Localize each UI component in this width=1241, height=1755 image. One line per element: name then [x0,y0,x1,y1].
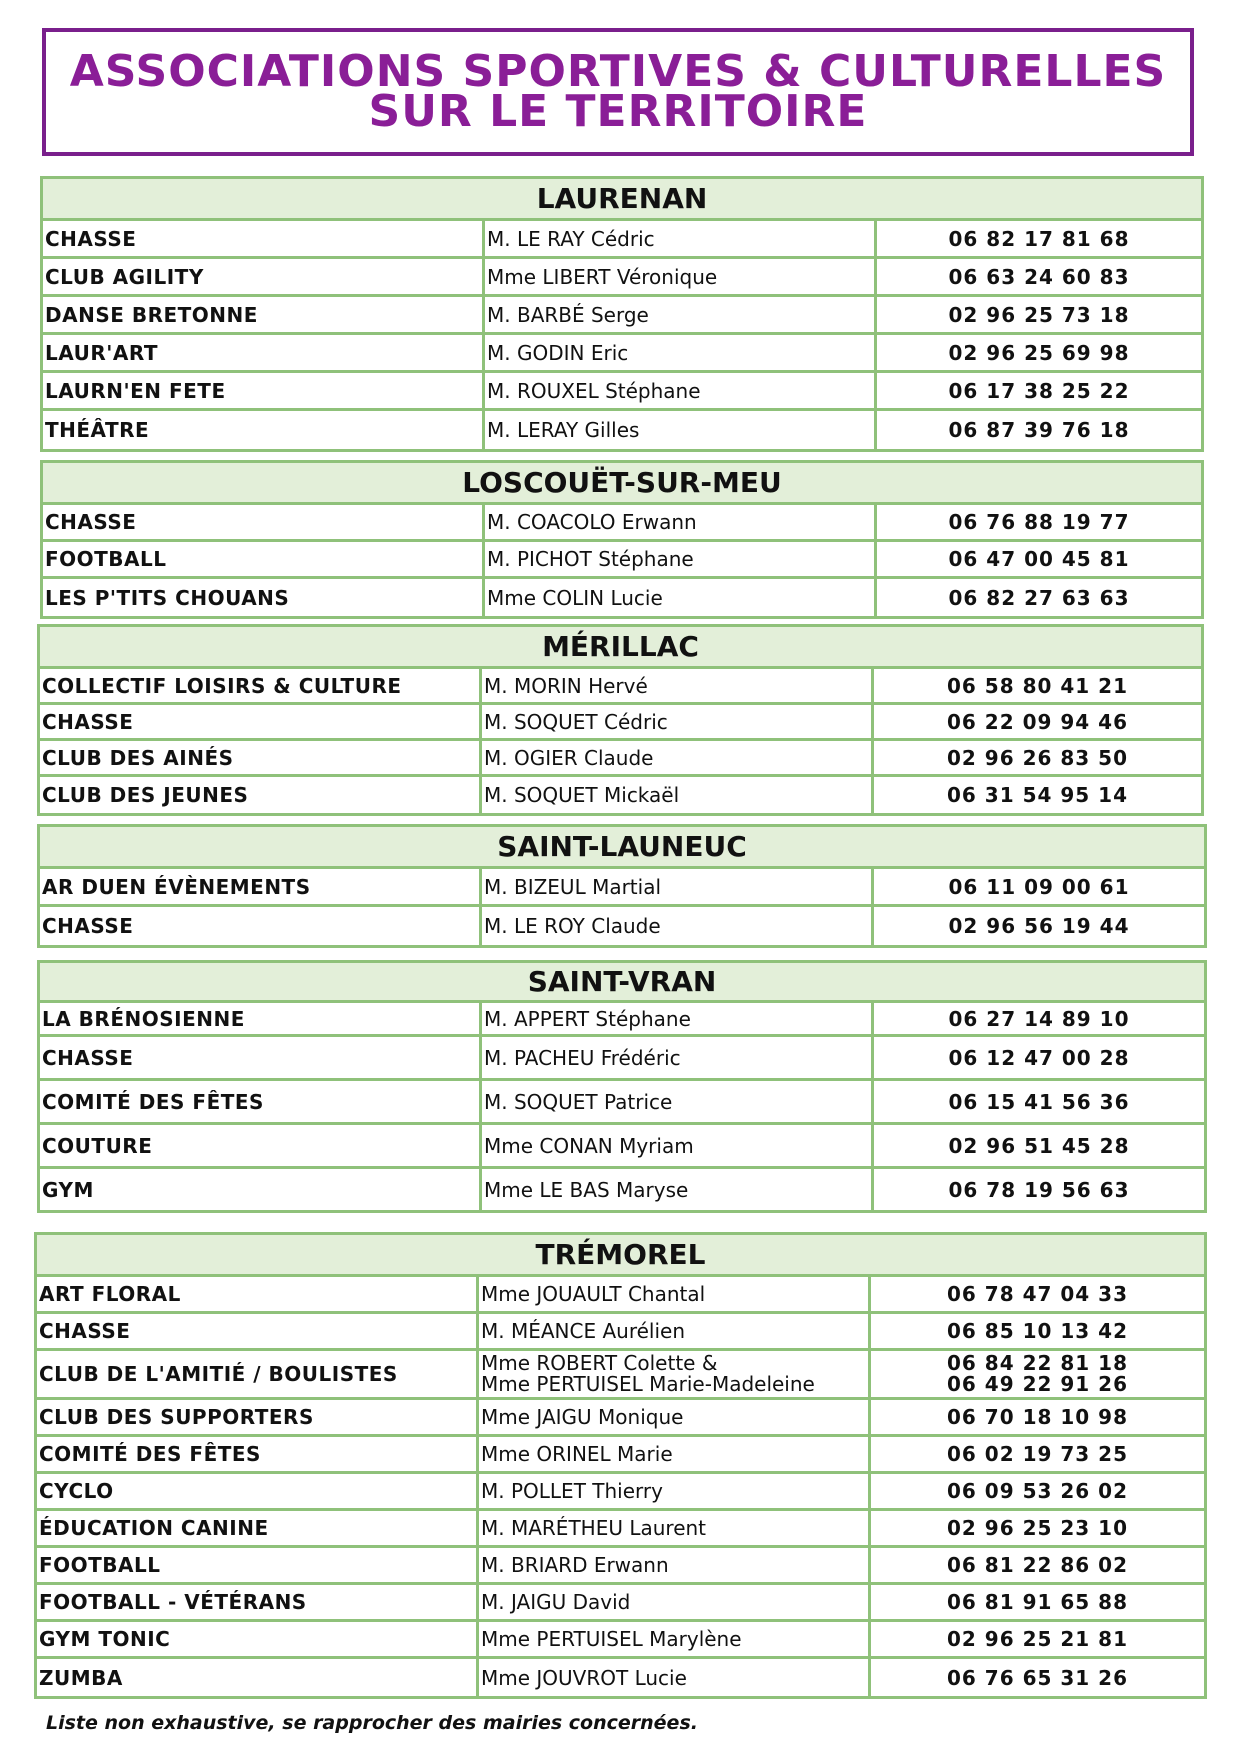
table-row [43,297,1201,335]
contact-name: Mme LE BAS Maryse [482,1169,874,1210]
section-laurenan [40,176,1204,452]
phone-number: 06 11 09 00 61 [948,874,1130,899]
table-row [40,777,1201,813]
assoc-name: FOOTBALL [37,1548,479,1582]
phone-number: 02 96 56 19 44 [948,914,1130,938]
phone-number: 02 96 25 73 18 [948,302,1130,327]
table-row [40,1037,1204,1081]
assoc-name: CHASSE [40,1037,482,1078]
contact-name: M. BARBÉ Serge [485,297,877,332]
contact-name: M. BIZEUL Martial [482,869,874,904]
assoc-name: CHASSE [40,907,482,945]
assoc-name: AR DUEN ÉVÈNEMENTS [40,869,482,904]
phone-number: 06 85 10 13 42 [946,1319,1128,1343]
table-row [40,1003,1204,1037]
page-title-line2: SUR LE TERRITOIRE [368,86,868,137]
table-row [40,705,1201,741]
contact-name: Mme COLIN Lucie [485,579,877,616]
assoc-name: CHASSE [43,221,485,256]
phone-number: 06 70 18 10 98 [946,1405,1128,1429]
phone-number: 06 15 41 56 36 [948,1089,1130,1114]
assoc-name: COLLECTIF LOISIRS & CULTURE [40,669,482,702]
page-title-line1: ASSOCIATIONS SPORTIVES & CULTURELLES [69,46,1167,97]
contact-name: Mme ORINEL Marie [479,1437,871,1471]
table-row [40,869,1204,907]
contact-name: M. MÉANCE Aurélien [479,1314,871,1348]
assoc-name: CHASSE [40,705,482,738]
contact-cell [479,1351,871,1397]
assoc-name: FOOTBALL - VÉTÉRANS [37,1585,479,1619]
assoc-name: CLUB DE L'AMITIÉ / BOULISTES [37,1351,479,1397]
section-title: LAURENAN [43,179,1201,221]
assoc-name: CHASSE [37,1314,479,1348]
section-title: SAINT-VRAN [40,963,1204,1003]
phone-number: 06 31 54 95 14 [946,783,1128,807]
footnote: Liste non exhaustive, se rapprocher des mairies concernées. [46,1712,698,1734]
table-row [40,1081,1204,1125]
table-row [43,542,1201,579]
phone-number: 06 78 47 04 33 [946,1282,1128,1306]
assoc-name: COUTURE [40,1125,482,1166]
table-row [37,1314,1204,1351]
table-row [37,1659,1204,1696]
table-row [43,221,1201,259]
contact-name: Mme CONAN Myriam [482,1125,874,1166]
section-title: LOSCOUËT-SUR-MEU [43,463,1201,505]
contact-name: Mme PERTUISEL Marylène [479,1622,871,1656]
contact-name: M. POLLET Thierry [479,1474,871,1508]
phone-number: 06 76 88 19 77 [948,510,1130,534]
contact-name: M. JAIGU David [479,1585,871,1619]
contact-name: M. SOQUET Patrice [482,1081,874,1122]
contact-name: M. MORIN Hervé [482,669,874,702]
table-row [40,1125,1204,1169]
table-row [37,1437,1204,1474]
assoc-name: CLUB DES AINÉS [40,741,482,774]
assoc-name: LA BRÉNOSIENNE [40,1003,482,1034]
section-loscouet-sur-meu [40,460,1204,619]
phone-number: 06 82 27 63 63 [948,585,1130,610]
phone-number: 02 96 25 21 81 [946,1627,1128,1651]
contact-name: M. LERAY Gilles [485,411,877,449]
phone-number: 06 22 09 94 46 [946,709,1128,734]
phone-number: 06 17 38 25 22 [948,378,1130,403]
table-row [37,1622,1204,1659]
phone-cell [871,1351,1204,1397]
section-title: SAINT-LAUNEUC [40,827,1204,869]
contact-name: M. APPERT Stéphane [482,1003,874,1034]
assoc-name: DANSE BRETONNE [43,297,485,332]
section-title: MÉRILLAC [40,627,1201,669]
section-tremorel [34,1232,1207,1699]
table-row [43,335,1201,373]
contact-name: M. BRIARD Erwann [479,1548,871,1582]
contact-name: M. LE ROY Claude [482,907,874,945]
contact-name: Mme JOUAULT Chantal [479,1277,871,1311]
assoc-name: CLUB AGILITY [43,259,485,294]
table-row [37,1585,1204,1622]
assoc-name: CLUB DES SUPPORTERS [37,1400,479,1434]
phone-number: 06 47 00 45 81 [948,547,1130,571]
assoc-name: GYM TONIC [37,1622,479,1656]
contact-name: M. PICHOT Stéphane [485,542,877,576]
phone-number: 02 96 51 45 28 [948,1133,1130,1158]
table-row [37,1474,1204,1511]
table-row [37,1511,1204,1548]
assoc-name: GYM [40,1169,482,1210]
phone-number: 06 12 47 00 28 [948,1045,1130,1070]
assoc-name: CLUB DES JEUNES [40,777,482,813]
table-row [40,907,1204,945]
contact-name: M. ROUXEL Stéphane [485,373,877,408]
assoc-name: CYCLO [37,1474,479,1508]
table-row [40,1169,1204,1210]
contact-name-2: Mme PERTUISEL Marie-Madeleine [481,1372,815,1396]
assoc-name: CHASSE [43,505,485,539]
section-saint-vran [37,960,1207,1213]
table-row [43,505,1201,542]
phone-number: 06 84 22 81 18 [946,1351,1128,1375]
assoc-name: ÉDUCATION CANINE [37,1511,479,1545]
section-merillac [37,624,1204,816]
contact-name: M. SOQUET Mickaël [482,777,874,813]
contact-name: M. PACHEU Frédéric [482,1037,874,1078]
phone-number-2: 06 49 22 91 26 [946,1372,1128,1396]
table-row [40,741,1201,777]
table-row [43,259,1201,297]
assoc-name: LAURN'EN FETE [43,373,485,408]
phone-number: 02 96 25 69 98 [948,340,1130,365]
assoc-name: ZUMBA [37,1659,479,1696]
assoc-name: COMITÉ DES FÊTES [37,1437,479,1471]
contact-name: M. MARÉTHEU Laurent [479,1511,871,1545]
assoc-name: ART FLORAL [37,1277,479,1311]
contact-name: Mme JAIGU Monique [479,1400,871,1434]
phone-number: 02 96 26 83 50 [946,745,1128,770]
contact-name: Mme ROBERT Colette & [481,1351,718,1375]
phone-number: 06 63 24 60 83 [948,264,1130,289]
section-saint-launeuc [37,824,1207,948]
phone-number: 06 82 17 81 68 [948,226,1130,251]
contact-name: M. OGIER Claude [482,741,874,774]
table-row [37,1351,1204,1400]
contact-name: M. SOQUET Cédric [482,705,874,738]
table-row [43,579,1201,616]
contact-name: Mme JOUVROT Lucie [479,1659,871,1696]
assoc-name: FOOTBALL [43,542,485,576]
assoc-name: LAUR'ART [43,335,485,370]
phone-number: 06 09 53 26 02 [946,1479,1128,1503]
phone-number: 06 76 65 31 26 [946,1665,1128,1690]
section-title: TRÉMOREL [37,1235,1204,1277]
phone-number: 06 27 14 89 10 [948,1006,1130,1031]
table-row [43,373,1201,411]
table-row [43,411,1201,449]
phone-number: 06 78 19 56 63 [948,1177,1130,1202]
contact-name: M. COACOLO Erwann [485,505,877,539]
table-row [37,1548,1204,1585]
table-row [40,669,1201,705]
assoc-name: LES P'TITS CHOUANS [43,579,485,616]
contact-name: M. LE RAY Cédric [485,221,877,256]
phone-number: 06 58 80 41 21 [946,673,1128,698]
phone-number: 06 02 19 73 25 [946,1442,1128,1466]
contact-name: Mme LIBERT Véronique [485,259,877,294]
assoc-name: COMITÉ DES FÊTES [40,1081,482,1122]
phone-number: 02 96 25 23 10 [946,1516,1128,1540]
table-row [37,1400,1204,1437]
phone-number: 06 81 91 65 88 [946,1590,1128,1614]
phone-number: 06 81 22 86 02 [946,1553,1128,1577]
contact-name: M. GODIN Eric [485,335,877,370]
phone-number: 06 87 39 76 18 [948,418,1130,442]
assoc-name: THÉÂTRE [43,411,485,449]
title-box [42,28,1194,156]
table-row [37,1277,1204,1314]
